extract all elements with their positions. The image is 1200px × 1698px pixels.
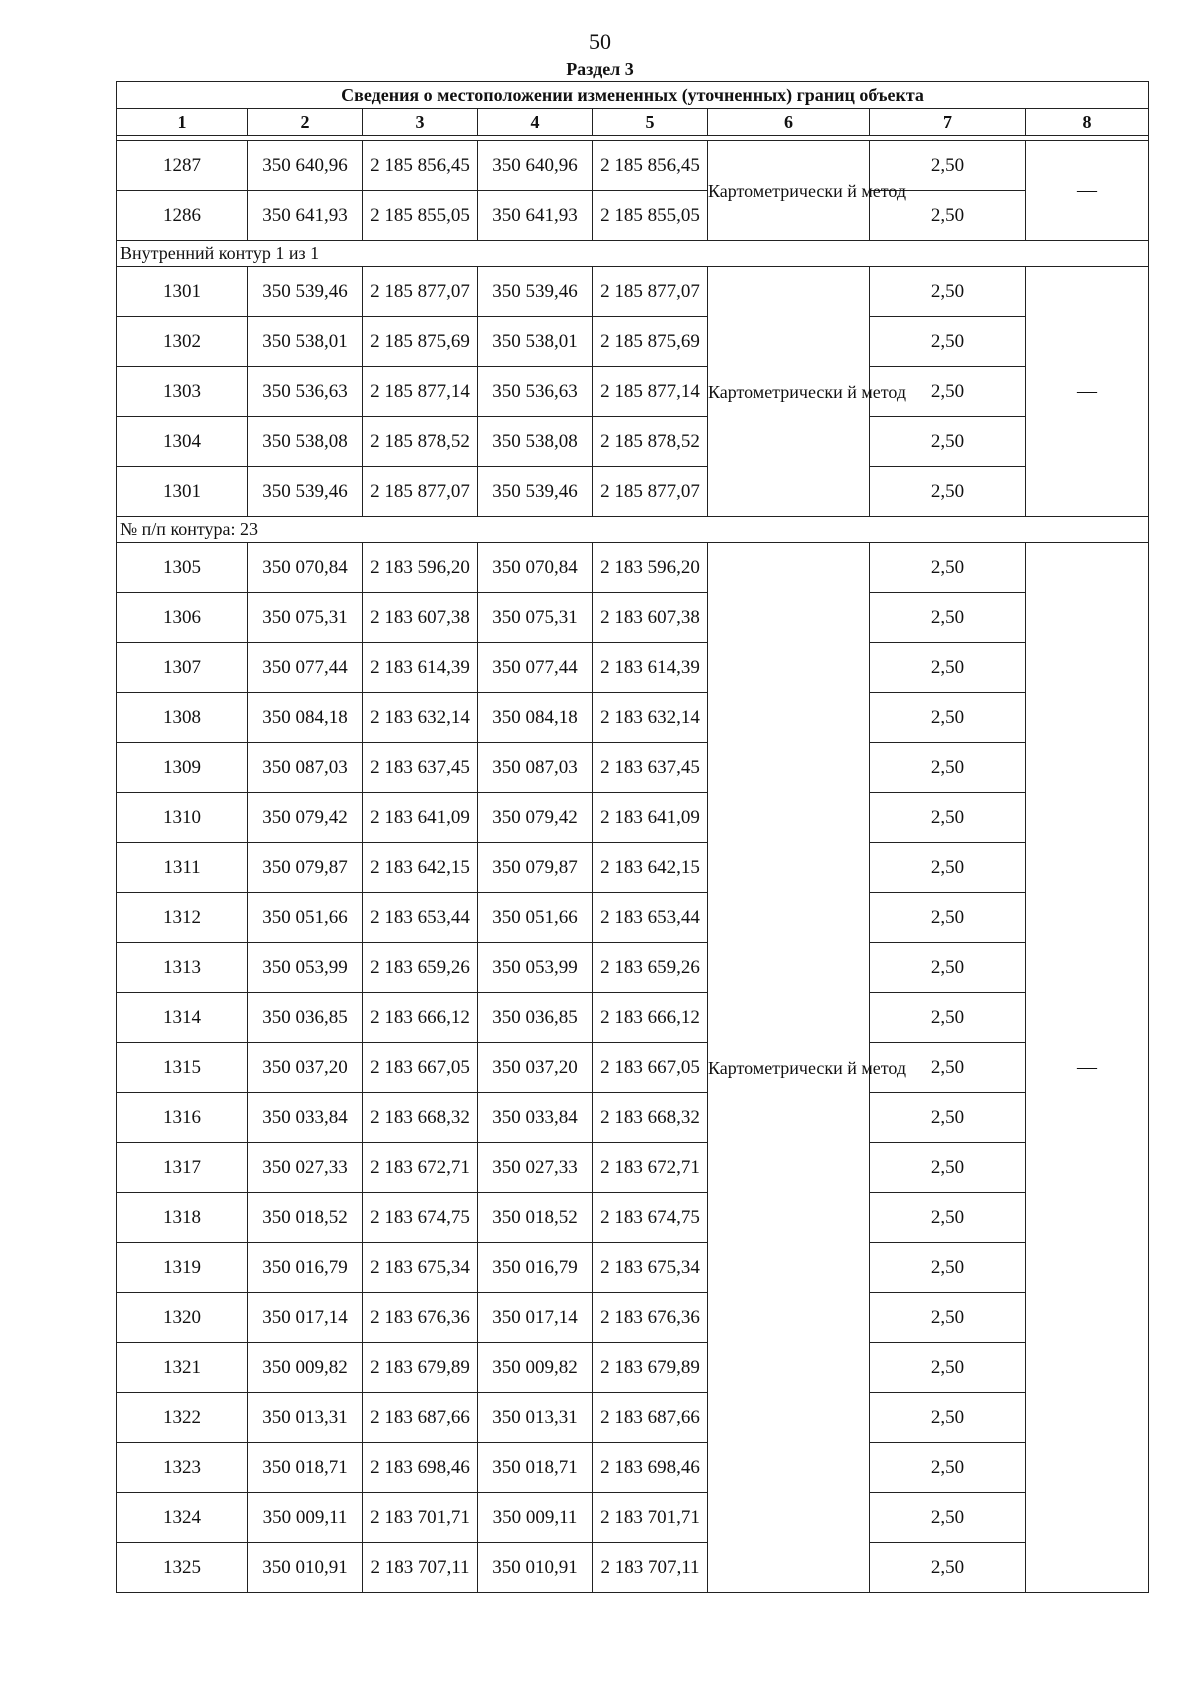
coordinate-y-cell: 2 183 676,36	[593, 1293, 708, 1343]
coordinate-x-cell: 350 051,66	[478, 893, 593, 943]
table-row	[117, 593, 1149, 643]
table-row	[117, 993, 1149, 1043]
accuracy-cell: 2,50	[870, 643, 1026, 693]
coordinate-x-cell: 350 009,11	[478, 1493, 593, 1543]
point-number-cell: 1315	[117, 1043, 248, 1093]
point-number-cell: 1319	[117, 1243, 248, 1293]
coordinate-y-cell: 2 185 875,69	[593, 317, 708, 367]
coordinate-x-cell: 350 027,33	[478, 1143, 593, 1193]
coordinate-x-cell: 350 075,31	[248, 593, 363, 643]
point-number-cell: 1310	[117, 793, 248, 843]
coordinate-y-cell: 2 185 878,52	[593, 417, 708, 467]
table-row	[117, 1343, 1149, 1393]
coordinate-x-cell: 350 018,52	[478, 1193, 593, 1243]
coordinate-x-cell: 350 010,91	[248, 1543, 363, 1593]
coordinate-y-cell: 2 183 607,38	[593, 593, 708, 643]
point-number-cell: 1312	[117, 893, 248, 943]
table-row	[117, 1443, 1149, 1493]
coordinate-y-cell: 2 183 687,66	[363, 1393, 478, 1443]
coordinate-y-cell: 2 185 878,52	[363, 417, 478, 467]
point-number-cell: 1313	[117, 943, 248, 993]
coordinate-x-cell: 350 536,63	[478, 367, 593, 417]
point-number-cell: 1314	[117, 993, 248, 1043]
coordinate-x-cell: 350 027,33	[248, 1143, 363, 1193]
coordinate-y-cell: 2 183 672,71	[593, 1143, 708, 1193]
point-number-cell: 1322	[117, 1393, 248, 1443]
table-row	[117, 893, 1149, 943]
coordinate-y-cell: 2 183 653,44	[593, 893, 708, 943]
table-row	[117, 1143, 1149, 1193]
coordinate-y-cell: 2 183 642,15	[593, 843, 708, 893]
accuracy-cell: 2,50	[870, 543, 1026, 593]
point-number-cell: 1311	[117, 843, 248, 893]
contour-header-row	[117, 241, 1149, 267]
table-row	[117, 1043, 1149, 1093]
coordinate-y-cell: 2 183 642,15	[363, 843, 478, 893]
table-row	[117, 191, 1149, 241]
method-cell: Картометрически й метод	[708, 141, 870, 241]
coordinate-x-cell: 350 079,87	[478, 843, 593, 893]
coordinate-y-cell: 2 183 707,11	[593, 1543, 708, 1593]
table-row	[117, 1193, 1149, 1243]
coordinate-y-cell: 2 183 687,66	[593, 1393, 708, 1443]
coordinate-x-cell: 350 640,96	[478, 141, 593, 191]
column-8-cell: —	[1026, 543, 1149, 1593]
coordinate-y-cell: 2 183 675,34	[593, 1243, 708, 1293]
coordinate-y-cell: 2 183 674,75	[363, 1193, 478, 1243]
coordinate-x-cell: 350 013,31	[248, 1393, 363, 1443]
coordinate-x-cell: 350 009,82	[478, 1343, 593, 1393]
point-number-cell: 1302	[117, 317, 248, 367]
table-row	[117, 543, 1149, 593]
table-row	[117, 317, 1149, 367]
coordinate-y-cell: 2 183 668,32	[363, 1093, 478, 1143]
contour-label: № п/п контура: 23	[117, 517, 1149, 543]
coordinate-x-cell: 350 037,20	[248, 1043, 363, 1093]
coordinate-x-cell: 350 018,71	[248, 1443, 363, 1493]
table-row	[117, 743, 1149, 793]
table-row	[117, 367, 1149, 417]
accuracy-cell: 2,50	[870, 417, 1026, 467]
point-number-cell: 1318	[117, 1193, 248, 1243]
point-number-cell: 1301	[117, 267, 248, 317]
coordinate-x-cell: 350 640,96	[248, 141, 363, 191]
coordinate-y-cell: 2 185 855,05	[593, 191, 708, 241]
coordinate-y-cell: 2 185 877,07	[363, 467, 478, 517]
coordinate-x-cell: 350 641,93	[248, 191, 363, 241]
coordinate-y-cell: 2 183 659,26	[363, 943, 478, 993]
coordinate-y-cell: 2 183 596,20	[363, 543, 478, 593]
accuracy-cell: 2,50	[870, 1293, 1026, 1343]
coordinates-table	[116, 81, 1149, 1593]
point-number-cell: 1308	[117, 693, 248, 743]
coordinate-x-cell: 350 084,18	[248, 693, 363, 743]
table-row	[117, 1243, 1149, 1293]
coordinate-y-cell: 2 183 596,20	[593, 543, 708, 593]
accuracy-cell: 2,50	[870, 1393, 1026, 1443]
coordinate-x-cell: 350 539,46	[248, 267, 363, 317]
column-8-cell: —	[1026, 141, 1149, 241]
coordinate-x-cell: 350 079,42	[248, 793, 363, 843]
accuracy-cell: 2,50	[870, 593, 1026, 643]
coordinate-y-cell: 2 185 875,69	[363, 317, 478, 367]
coordinate-x-cell: 350 077,44	[478, 643, 593, 693]
coordinate-y-cell: 2 185 855,05	[363, 191, 478, 241]
table-row	[117, 693, 1149, 743]
table-row	[117, 141, 1149, 191]
coordinate-x-cell: 350 539,46	[478, 267, 593, 317]
coordinate-x-cell: 350 009,11	[248, 1493, 363, 1543]
coordinate-y-cell: 2 185 877,07	[593, 467, 708, 517]
point-number-cell: 1316	[117, 1093, 248, 1143]
coordinate-x-cell: 350 538,08	[248, 417, 363, 467]
accuracy-cell: 2,50	[870, 141, 1026, 191]
coordinate-x-cell: 350 075,31	[478, 593, 593, 643]
column-number: 1	[117, 109, 248, 136]
point-number-cell: 1324	[117, 1493, 248, 1543]
coordinate-y-cell: 2 183 614,39	[593, 643, 708, 693]
table-title: Сведения о местоположении измененных (уточненных) границ объекта	[117, 82, 1149, 109]
coordinate-y-cell: 2 183 641,09	[593, 793, 708, 843]
method-cell: Картометрически й метод	[708, 267, 870, 517]
column-8-cell: —	[1026, 267, 1149, 517]
accuracy-cell: 2,50	[870, 1543, 1026, 1593]
coordinate-y-cell: 2 183 698,46	[363, 1443, 478, 1493]
coordinate-x-cell: 350 079,42	[478, 793, 593, 843]
coordinate-x-cell: 350 077,44	[248, 643, 363, 693]
page-number: 50	[589, 29, 611, 54]
table-row	[117, 467, 1149, 517]
coordinate-y-cell: 2 183 641,09	[363, 793, 478, 843]
accuracy-cell: 2,50	[870, 1143, 1026, 1193]
point-number-cell: 1304	[117, 417, 248, 467]
coordinate-x-cell: 350 013,31	[478, 1393, 593, 1443]
coordinate-x-cell: 350 037,20	[478, 1043, 593, 1093]
coordinate-x-cell: 350 070,84	[248, 543, 363, 593]
coordinate-y-cell: 2 183 701,71	[593, 1493, 708, 1543]
coordinate-x-cell: 350 053,99	[248, 943, 363, 993]
accuracy-cell: 2,50	[870, 317, 1026, 367]
point-number-cell: 1323	[117, 1443, 248, 1493]
coordinate-y-cell: 2 183 632,14	[593, 693, 708, 743]
column-number: 4	[478, 109, 593, 136]
coordinate-x-cell: 350 009,82	[248, 1343, 363, 1393]
column-number: 5	[593, 109, 708, 136]
table-row	[117, 843, 1149, 893]
point-number-cell: 1287	[117, 141, 248, 191]
coordinate-y-cell: 2 183 701,71	[363, 1493, 478, 1543]
point-number-cell: 1303	[117, 367, 248, 417]
point-number-cell: 1325	[117, 1543, 248, 1593]
accuracy-cell: 2,50	[870, 1343, 1026, 1393]
table-row	[117, 943, 1149, 993]
coordinate-y-cell: 2 185 877,14	[363, 367, 478, 417]
coordinate-y-cell: 2 183 614,39	[363, 643, 478, 693]
coordinate-y-cell: 2 183 667,05	[363, 1043, 478, 1093]
coordinate-y-cell: 2 183 676,36	[363, 1293, 478, 1343]
accuracy-cell: 2,50	[870, 693, 1026, 743]
coordinate-y-cell: 2 183 666,12	[363, 993, 478, 1043]
coordinate-y-cell: 2 183 666,12	[593, 993, 708, 1043]
column-number: 3	[363, 109, 478, 136]
accuracy-cell: 2,50	[870, 467, 1026, 517]
point-number-cell: 1286	[117, 191, 248, 241]
accuracy-cell: 2,50	[870, 191, 1026, 241]
coordinate-x-cell: 350 641,93	[478, 191, 593, 241]
coordinate-y-cell: 2 183 667,05	[593, 1043, 708, 1093]
accuracy-cell: 2,50	[870, 1443, 1026, 1493]
table-body	[117, 136, 1149, 1593]
coordinate-x-cell: 350 016,79	[478, 1243, 593, 1293]
coordinate-y-cell: 2 185 877,07	[363, 267, 478, 317]
table-row	[117, 417, 1149, 467]
accuracy-cell: 2,50	[870, 993, 1026, 1043]
accuracy-cell: 2,50	[870, 1193, 1026, 1243]
coordinate-x-cell: 350 536,63	[248, 367, 363, 417]
accuracy-cell: 2,50	[870, 793, 1026, 843]
coordinate-y-cell: 2 183 679,89	[593, 1343, 708, 1393]
coordinate-x-cell: 350 033,84	[478, 1093, 593, 1143]
coordinate-y-cell: 2 183 679,89	[363, 1343, 478, 1393]
coordinate-y-cell: 2 185 877,14	[593, 367, 708, 417]
column-number: 2	[248, 109, 363, 136]
coordinate-x-cell: 350 538,08	[478, 417, 593, 467]
coordinate-y-cell: 2 183 668,32	[593, 1093, 708, 1143]
section-title: Раздел 3	[566, 59, 634, 79]
coordinate-x-cell: 350 017,14	[248, 1293, 363, 1343]
coordinate-x-cell: 350 033,84	[248, 1093, 363, 1143]
coordinate-x-cell: 350 016,79	[248, 1243, 363, 1293]
coordinate-x-cell: 350 036,85	[248, 993, 363, 1043]
contour-header-row	[117, 517, 1149, 543]
coordinate-x-cell: 350 018,71	[478, 1443, 593, 1493]
table-row	[117, 1093, 1149, 1143]
accuracy-cell: 2,50	[870, 267, 1026, 317]
coordinate-y-cell: 2 183 653,44	[363, 893, 478, 943]
column-number: 8	[1026, 109, 1149, 136]
point-number-cell: 1320	[117, 1293, 248, 1343]
accuracy-cell: 2,50	[870, 743, 1026, 793]
coordinate-x-cell: 350 018,52	[248, 1193, 363, 1243]
coordinate-x-cell: 350 070,84	[478, 543, 593, 593]
accuracy-cell: 2,50	[870, 367, 1026, 417]
coordinate-x-cell: 350 017,14	[478, 1293, 593, 1343]
coordinate-x-cell: 350 539,46	[478, 467, 593, 517]
coordinate-x-cell: 350 084,18	[478, 693, 593, 743]
coordinate-y-cell: 2 185 856,45	[593, 141, 708, 191]
table-row	[117, 267, 1149, 317]
coordinate-y-cell: 2 183 637,45	[593, 743, 708, 793]
contour-label: Внутренний контур 1 из 1	[117, 241, 1149, 267]
coordinate-y-cell: 2 183 607,38	[363, 593, 478, 643]
coordinate-y-cell: 2 183 672,71	[363, 1143, 478, 1193]
table-row	[117, 1293, 1149, 1343]
point-number-cell: 1309	[117, 743, 248, 793]
point-number-cell: 1306	[117, 593, 248, 643]
coordinate-y-cell: 2 183 632,14	[363, 693, 478, 743]
accuracy-cell: 2,50	[870, 1043, 1026, 1093]
accuracy-cell: 2,50	[870, 843, 1026, 893]
coordinate-x-cell: 350 087,03	[248, 743, 363, 793]
table-row	[117, 1393, 1149, 1443]
table-row	[117, 793, 1149, 843]
table-row	[117, 1493, 1149, 1543]
point-number-cell: 1321	[117, 1343, 248, 1393]
point-number-cell: 1301	[117, 467, 248, 517]
coordinate-y-cell: 2 183 707,11	[363, 1543, 478, 1593]
column-number: 7	[870, 109, 1026, 136]
accuracy-cell: 2,50	[870, 1093, 1026, 1143]
coordinate-y-cell: 2 185 856,45	[363, 141, 478, 191]
accuracy-cell: 2,50	[870, 1243, 1026, 1293]
column-number-row	[117, 109, 1149, 136]
coordinate-x-cell: 350 539,46	[248, 467, 363, 517]
coordinate-y-cell: 2 183 659,26	[593, 943, 708, 993]
coordinate-y-cell: 2 183 698,46	[593, 1443, 708, 1493]
coordinate-x-cell: 350 079,87	[248, 843, 363, 893]
accuracy-cell: 2,50	[870, 1493, 1026, 1543]
coordinate-x-cell: 350 010,91	[478, 1543, 593, 1593]
coordinate-y-cell: 2 183 674,75	[593, 1193, 708, 1243]
coordinate-x-cell: 350 538,01	[248, 317, 363, 367]
method-cell: Картометрически й метод	[708, 543, 870, 1593]
table-row	[117, 643, 1149, 693]
accuracy-cell: 2,50	[870, 893, 1026, 943]
column-number: 6	[708, 109, 870, 136]
coordinate-y-cell: 2 183 675,34	[363, 1243, 478, 1293]
table-row	[117, 1543, 1149, 1593]
coordinate-x-cell: 350 036,85	[478, 993, 593, 1043]
coordinate-x-cell: 350 053,99	[478, 943, 593, 993]
point-number-cell: 1307	[117, 643, 248, 693]
point-number-cell: 1317	[117, 1143, 248, 1193]
coordinate-x-cell: 350 087,03	[478, 743, 593, 793]
coordinate-x-cell: 350 051,66	[248, 893, 363, 943]
coordinate-y-cell: 2 183 637,45	[363, 743, 478, 793]
accuracy-cell: 2,50	[870, 943, 1026, 993]
point-number-cell: 1305	[117, 543, 248, 593]
coordinate-x-cell: 350 538,01	[478, 317, 593, 367]
coordinate-y-cell: 2 185 877,07	[593, 267, 708, 317]
